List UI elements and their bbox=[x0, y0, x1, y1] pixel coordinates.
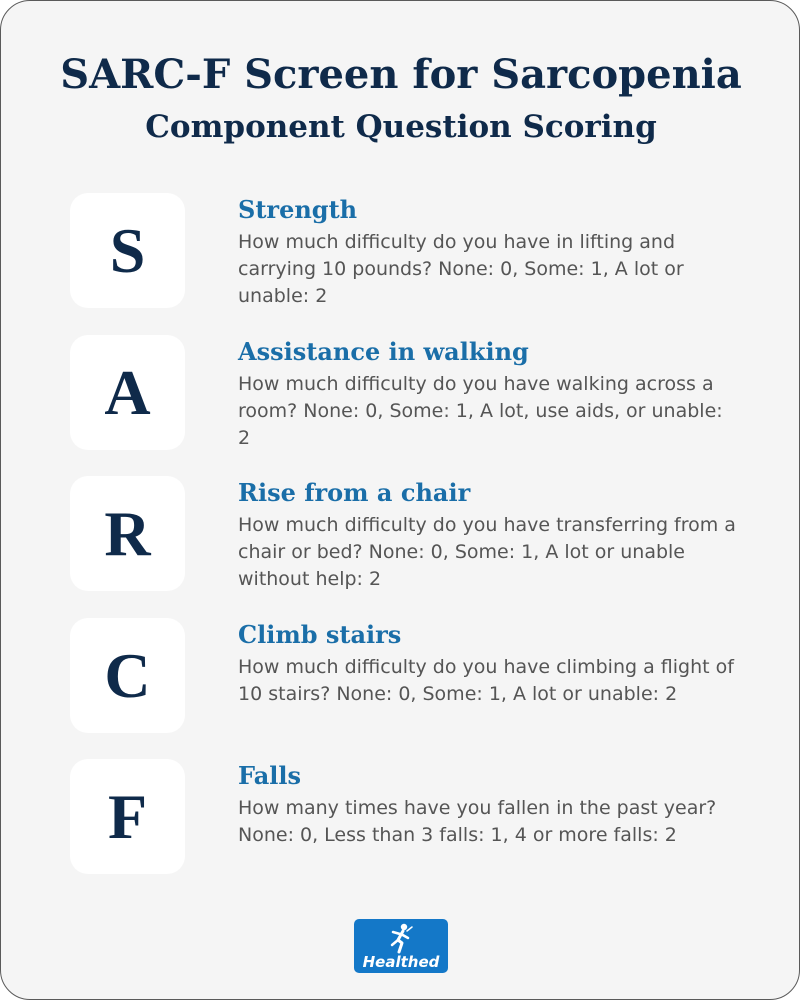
item-title-rise-from-a-chair: Rise from a chair bbox=[238, 478, 471, 507]
item-title-falls: Falls bbox=[238, 761, 302, 790]
healthed-logo bbox=[354, 919, 448, 973]
item-description-rise-from-a-chair: How much difficulty do you have transferring from a chair or bed? None: 0, Some: 1, A lot or unable without help: 2 bbox=[238, 514, 736, 590]
logo-text: Healthed bbox=[362, 953, 440, 971]
letter-badge-s: S bbox=[70, 193, 185, 308]
item-title-strength: Strength bbox=[238, 195, 358, 224]
page-title: SARC-F Screen for Sarcopenia bbox=[60, 51, 742, 98]
item-description-falls: How many times have you fallen in the past year? None: 0, Less than 3 falls: 1, 4 or more falls: 2 bbox=[238, 797, 717, 846]
item-assistance-in-walking bbox=[1, 335, 800, 450]
page-subtitle: Component Question Scoring bbox=[145, 109, 657, 145]
item-title-climb-stairs: Climb stairs bbox=[238, 620, 402, 649]
item-strength bbox=[1, 193, 800, 308]
item-description-strength: How much difficulty do you have in lifting and carrying 10 pounds? None: 0, Some: 1, A lot or unable: 2 bbox=[238, 231, 684, 307]
item-description-climb-stairs: How much difficulty do you have climbing a flight of 10 stairs? None: 0, Some: 1, A lot or unable: 2 bbox=[238, 656, 734, 705]
letter-badge-a: A bbox=[70, 335, 185, 450]
item-description-assistance-in-walking: How much difficulty do you have walking across a room? None: 0, Some: 1, A lot, use aids, or unable: 2 bbox=[238, 373, 723, 449]
item-climb-stairs bbox=[1, 618, 800, 733]
item-rise-from-a-chair bbox=[1, 476, 800, 591]
running-figure-icon bbox=[384, 921, 418, 955]
letter-badge-f: F bbox=[70, 759, 185, 874]
letter-badge-c: C bbox=[70, 618, 185, 733]
letter-badge-r: R bbox=[70, 476, 185, 591]
item-title-assistance-in-walking: Assistance in walking bbox=[238, 337, 529, 366]
item-falls bbox=[1, 759, 800, 874]
